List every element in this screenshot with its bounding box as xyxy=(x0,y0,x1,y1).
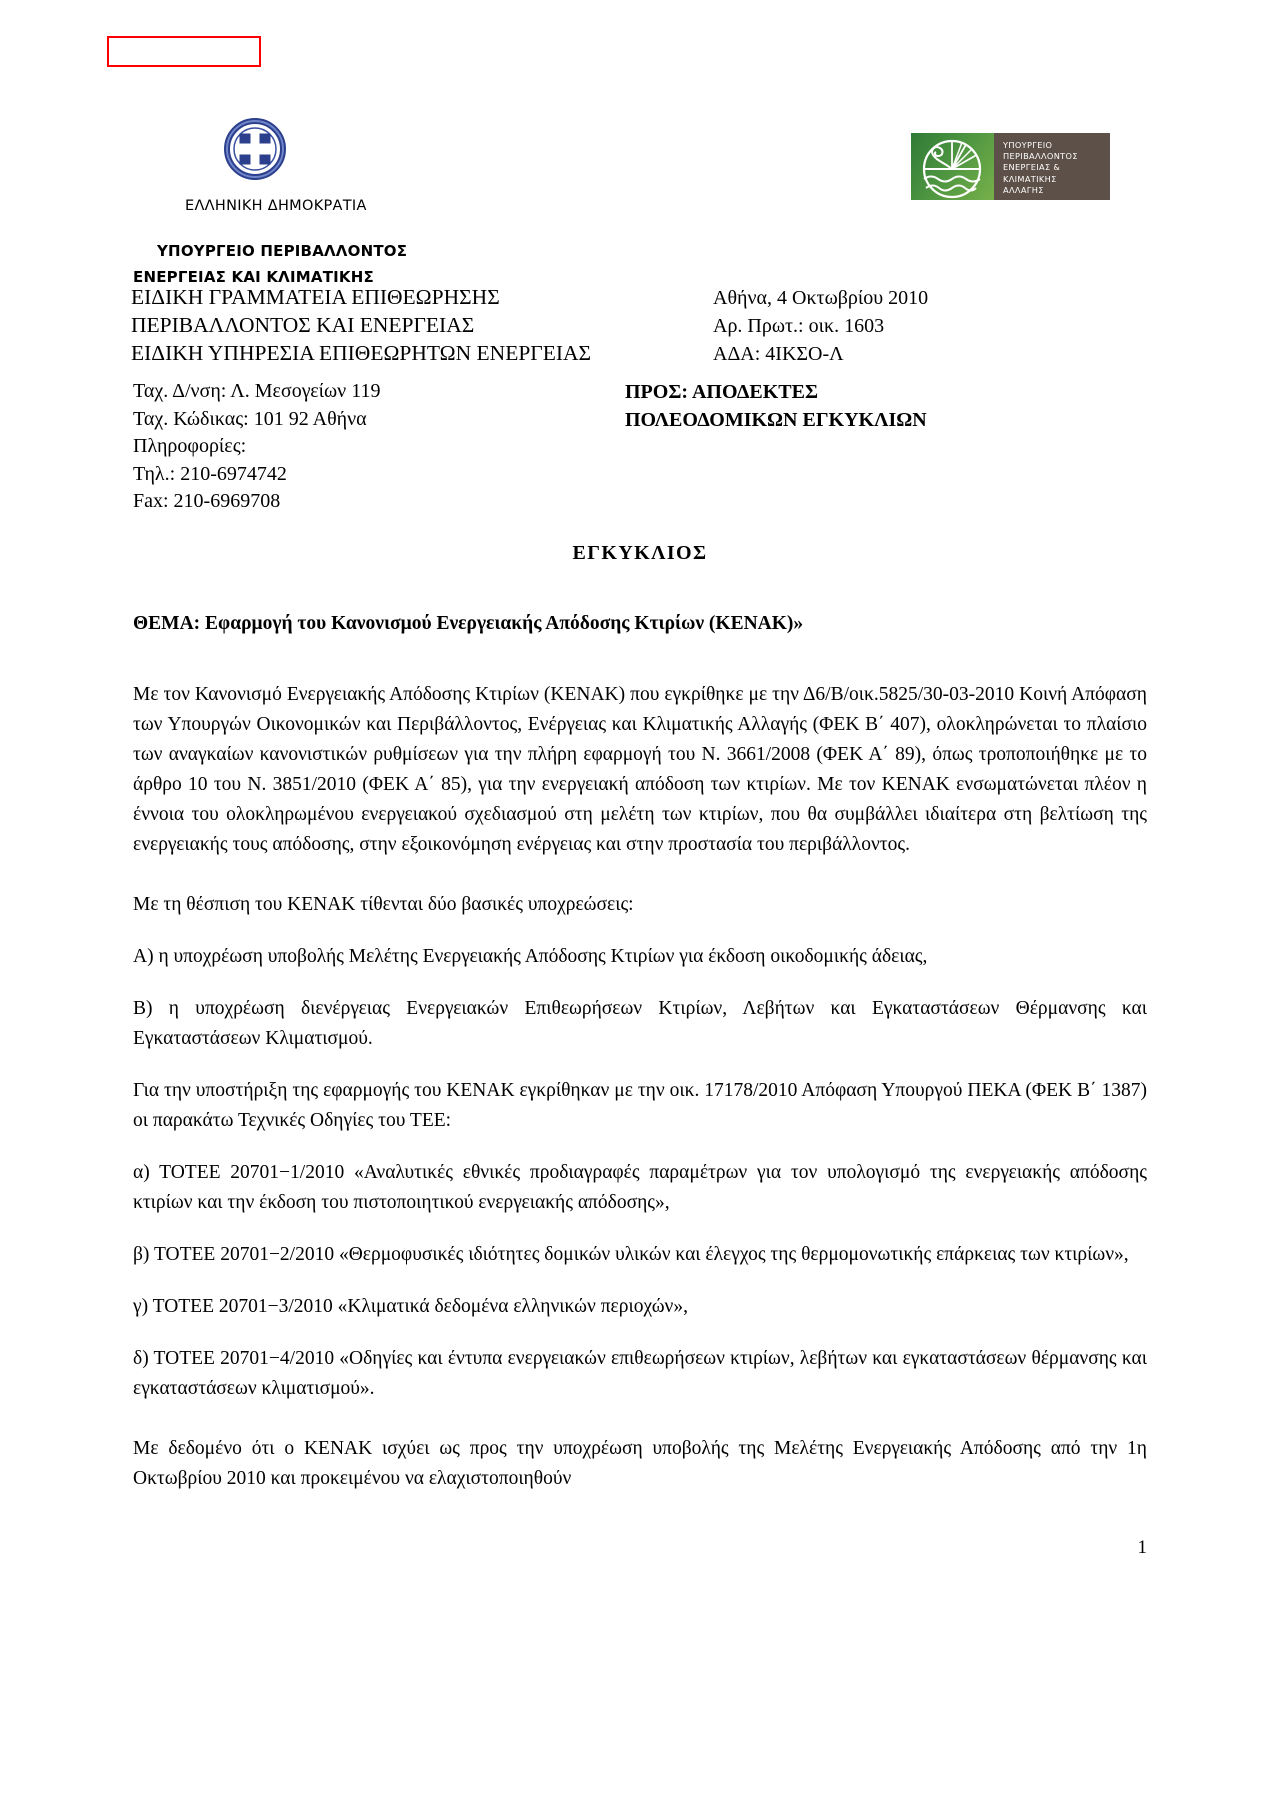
secretariat-line-3: ΕΙΔΙΚΗ ΥΠΗΡΕΣΙΑ ΕΠΙΘΕΩΡΗΤΩΝ ΕΝΕΡΓΕΙΑΣ xyxy=(131,341,592,365)
protocol-number: Αρ. Πρωτ.: οικ. 1603 xyxy=(713,315,885,337)
greek-coat-of-arms-icon xyxy=(224,118,286,180)
ada-number: ΑΔΑ: 4ΙΚΣΟ-Λ xyxy=(713,343,844,365)
body-paragraph-4: Β) η υποχρέωση διενέργειας Ενεργειακών Επιθεωρήσεων Κτιρίων, Λεβήτων και Εγκαταστάσεων Θέρμανσης και Εγκαταστάσεων Κλιματισμού. xyxy=(133,998,1147,1049)
recipient-line-1: ΠΡΟΣ: ΑΠΟΔΕΚΤΕΣ xyxy=(625,381,819,403)
logo-line-1: ΥΠΟΥΡΓΕΙΟ xyxy=(1003,140,1053,150)
body-paragraph-3: Α) η υποχρέωση υποβολής Μελέτης Ενεργειακής Απόδοσης Κτιρίων για έκδοση οικοδομικής άδειας, xyxy=(133,946,928,967)
logo-line-5: ΑΛΛΑΓΗΣ xyxy=(1003,184,1044,195)
ministry-line-1: ΥΠΟΥΡΓΕΙΟ ΠΕΡΙΒΑΛΛΟΝΤΟΣ xyxy=(157,242,408,260)
address-info: Πληροφορίες: xyxy=(133,435,247,457)
body-paragraph-7: β) ΤΟΤΕΕ 20701−2/2010 «Θερμοφυσικές ιδιότητες δομικών υλικών και έλεγχος της θερμομονωτικής επάρκειας των κτιρίων», xyxy=(133,1244,1129,1265)
body-paragraph-5: Για την υποστήριξη της εφαρμογής του ΚΕΝΑΚ εγκρίθηκαν με την οικ. 17178/2010 Απόφαση Υπουργού ΠΕΚΑ (ΦΕΚ Β΄ 1387) οι παρακάτω Τεχνικές Οδηγίες του ΤΕΕ: xyxy=(133,1080,1147,1131)
ypeka-logo-text xyxy=(994,133,1110,200)
ypeka-ministry-logo xyxy=(911,133,1110,200)
redacted-box xyxy=(107,36,261,67)
logo-line-2: ΠΕΡΙΒΑΛΛΟΝΤΟΣ xyxy=(1003,151,1078,162)
body-paragraph-1: Με τον Κανονισμό Ενεργειακής Απόδοσης Κτιρίων (ΚΕΝΑΚ) που εγκρίθηκε με την Δ6/Β/οικ.5825/30-03-2010 Κοινή Απόφαση των Υπουργών Οικονομικών και Περιβάλλοντος, Ενέργειας και Κλιματικής Αλλαγής (ΦΕΚ Β΄ 407), ολοκληρώνεται το πλαίσιο των αναγκαίων κανονιστικών ρυθμίσεων για την πλήρη εφαρμογή του Ν. 3661/2008 (ΦΕΚ Α΄ 89), όπως τροποποιήθηκε με το άρθρο 10 του Ν. 3851/2010 (ΦΕΚ Α΄ 85), για την ενεργειακή απόδοση των κτιρίων. Με τον ΚΕΝΑΚ ενσωματώνεται πλέον η έννοια του ολοκληρωμένου ενεργειακού σχεδιασμού στη μελέτη των κτιρίων, που θα συμβάλλει ιδιαίτερα στη βελτίωση της ενεργειακής τους απόδοσης, στην εξοικονόμηση ενέργειας και στην προστασία του περιβάλλοντος. xyxy=(133,684,1147,855)
address-street: Ταχ. Δ/νση: Λ. Μεσογείων 119 xyxy=(133,380,381,402)
recipient-block xyxy=(625,378,927,434)
address-telephone: Τηλ.: 210-6974742 xyxy=(133,462,287,485)
place-and-date: Αθήνα, 4 Οκτωβρίου 2010 xyxy=(713,287,929,309)
secretariat-block xyxy=(131,283,591,367)
logo-line-4: ΚΛΙΜΑΤΙΚΗΣ xyxy=(1003,173,1057,184)
page-number: 1 xyxy=(1137,1537,1147,1558)
ministry-line-2: ΕΝΕΡΓΕΙΑΣ ΚΑΙ ΚΛΙΜΑΤΙΚΗΣ xyxy=(133,268,374,286)
document-subject: ΘΕΜΑ: Εφαρμογή του Κανονισμού Ενεργειακής Απόδοσης Κτιρίων (ΚΕΝΑΚ)» xyxy=(133,613,804,634)
recipient-line-2: ΠΟΛΕΟΔΟΜΙΚΩΝ ΕΓΚΥΚΛΙΩΝ xyxy=(625,409,927,431)
hellenic-republic-label: ΕΛΛΗΝΙΚΗ ΔΗΜΟΚΡΑΤΙΑ xyxy=(185,198,367,214)
body-paragraph-10: Με δεδομένο ότι ο ΚΕΝΑΚ ισχύει ως προς την υποχρέωση υποβολής της Μελέτης Ενεργειακής Απόδοσης από την 1η Οκτωβρίου 2010 και προκειμένου να ελαχιστοποιηθούν xyxy=(133,1438,1147,1489)
secretariat-line-2: ΠΕΡΙΒΑΛΛΟΝΤΟΣ ΚΑΙ ΕΝΕΡΓΕΙΑΣ xyxy=(131,313,475,337)
address-postcode: Ταχ. Κώδικας: 101 92 Αθήνα xyxy=(133,407,367,430)
ypeka-sun-wave-icon xyxy=(911,133,994,200)
body-paragraph-2: Με τη θέσπιση του ΚΕΝΑΚ τίθενται δύο βασικές υποχρεώσεις: xyxy=(133,894,634,915)
address-fax: Fax: 210-6969708 xyxy=(133,490,281,512)
body-paragraph-6: α) ΤΟΤΕΕ 20701−1/2010 «Αναλυτικές εθνικές προδιαγραφές παραμέτρων για τον υπολογισμό της ενεργειακής απόδοσης κτιρίων και την έκδοση του πιστοποιητικού ενεργειακής απόδοσης», xyxy=(133,1162,1147,1213)
secretariat-line-1: ΕΙΔΙΚΗ ΓΡΑΜΜΑΤΕΙΑ ΕΠΙΘΕΩΡΗΣΗΣ xyxy=(131,285,500,309)
body-paragraph-9: δ) ΤΟΤΕΕ 20701−4/2010 «Οδηγίες και έντυπα ενεργειακών επιθεωρήσεων κτιρίων, λεβήτων και εγκαταστάσεων θέρμανσης και εγκαταστάσεων κλιματισμού». xyxy=(133,1348,1147,1399)
address-block xyxy=(133,378,380,516)
body-paragraph-8: γ) ΤΟΤΕΕ 20701−3/2010 «Κλιματικά δεδομένα ελληνικών περιοχών», xyxy=(133,1296,688,1317)
document-body xyxy=(133,680,1147,1494)
logo-line-3: ΕΝΕΡΓΕΙΑΣ & xyxy=(1003,162,1061,173)
document-title: ΕΓΚΥΚΛΙΟΣ xyxy=(572,542,708,564)
document-meta-block xyxy=(713,284,928,368)
